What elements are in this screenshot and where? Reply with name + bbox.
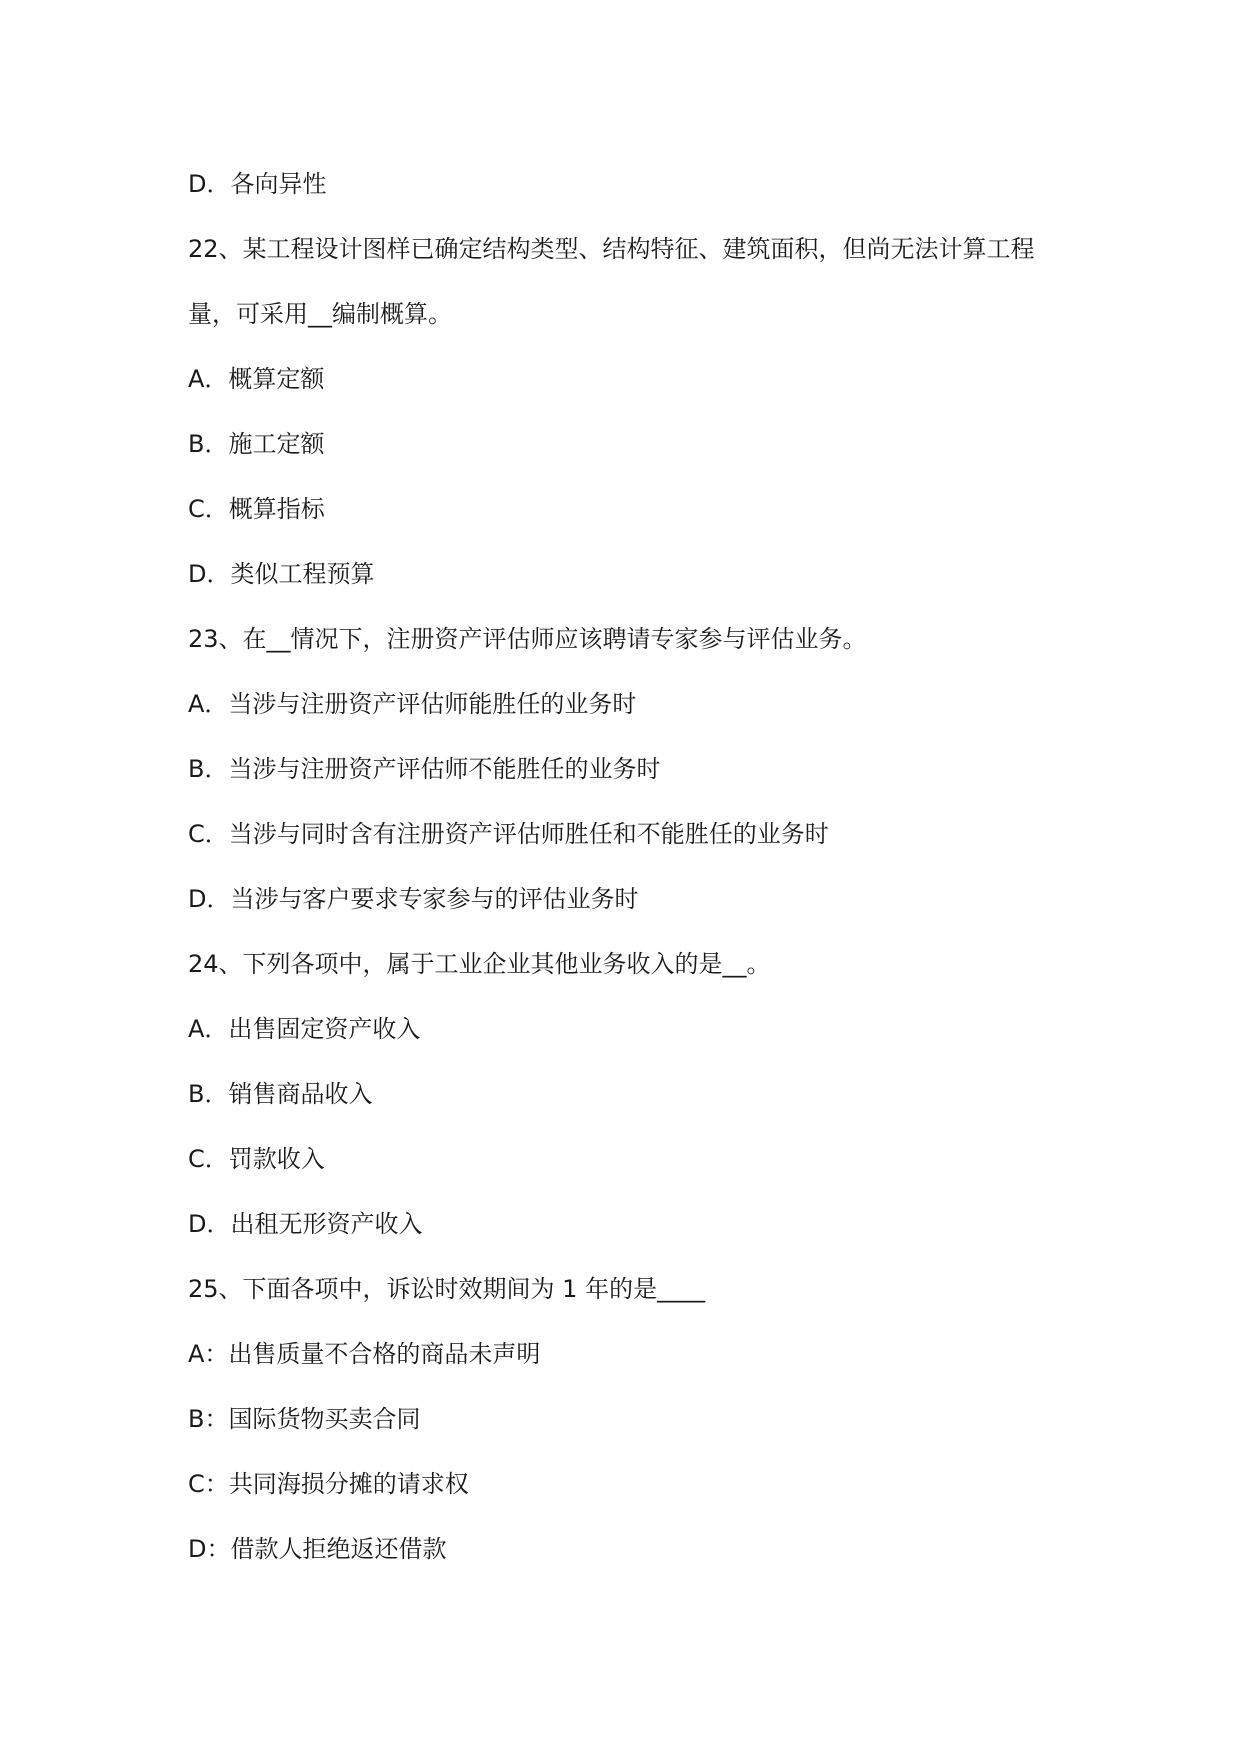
option-d: D．出租无形资产收入 [188, 1210, 423, 1238]
option-b: B．销售商品收入 [188, 1080, 373, 1108]
option-b: B．施工定额 [188, 430, 325, 458]
question-22-line-1: 22、某工程设计图样已确定结构类型、结构特征、建筑面积，但尚无法计算工程 [188, 235, 1035, 263]
option-a: A．概算定额 [188, 365, 325, 393]
option-c: C：共同海损分摊的请求权 [188, 1470, 469, 1498]
option-a: A．出售固定资产收入 [188, 1015, 421, 1043]
option-b: B：国际货物买卖合同 [188, 1405, 421, 1433]
option-c: C．罚款收入 [188, 1145, 325, 1173]
text-line: D．各向异性 [188, 170, 327, 198]
question-24: 24、下列各项中，属于工业企业其他业务收入的是__。 [188, 950, 771, 978]
option-d: D．当涉与客户要求专家参与的评估业务时 [188, 885, 639, 913]
option-a: A．当涉与注册资产评估师能胜任的业务时 [188, 690, 637, 718]
option-d: D．类似工程预算 [188, 560, 375, 588]
option-d: D：借款人拒绝返还借款 [188, 1535, 447, 1563]
question-23: 23、在__情况下，注册资产评估师应该聘请专家参与评估业务。 [188, 625, 867, 653]
option-a: A：出售质量不合格的商品未声明 [188, 1340, 541, 1368]
question-22-line-2: 量，可采用__编制概算。 [188, 300, 452, 328]
question-25: 25、下面各项中，诉讼时效期间为 1 年的是____ [188, 1275, 706, 1303]
option-c: C．当涉与同时含有注册资产评估师胜任和不能胜任的业务时 [188, 820, 829, 848]
option-c: C．概算指标 [188, 495, 325, 523]
option-b: B．当涉与注册资产评估师不能胜任的业务时 [188, 755, 661, 783]
